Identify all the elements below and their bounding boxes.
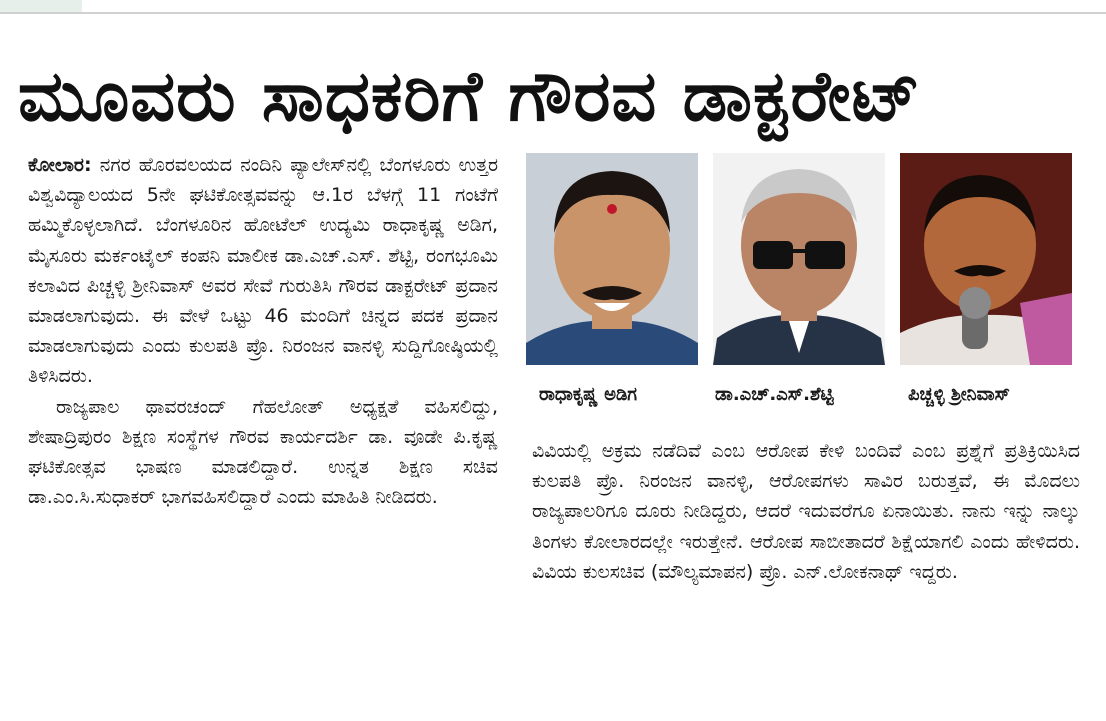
photo-hs-shetty xyxy=(713,153,885,365)
dateline: ಕೋಲಾರ: xyxy=(28,154,92,176)
headline: ಮೂವರು ಸಾಧಕರಿಗೆ ಗೌರವ ಡಾಕ್ಟರೇಟ್ xyxy=(18,55,922,137)
paragraph-1 xyxy=(28,150,498,392)
photo-caption-3: ಪಿಚ್ಚಳ್ಳಿ ಶ್ರೀನಿವಾಸ್ xyxy=(908,384,1010,405)
photo-microphone-head xyxy=(959,287,991,319)
photo-radhakrishna-adiga xyxy=(526,153,698,365)
article-left-column xyxy=(28,150,498,512)
photo-glasses-right xyxy=(805,241,845,269)
article-right-column xyxy=(532,436,1080,587)
paragraph-3: ವಿವಿಯಲ್ಲಿ ಅಕ್ರಮ ನಡೆದಿವೆ ಎಂಬ ಆರೋಪ ಕೇಳಿ ಬಂದಿವೆ ಎಂಬ ಪ್ರಶ್ನೆಗೆ ಪ್ರತಿಕ್ರಿಯಿಸಿದ ಕುಲಪತಿ ಪ್ರೊ. ನಿರಂಜನ ವಾನಳ್ಳಿ, ಆರೋಪಗಳು ಸಾವಿರ ಬರುತ್ತವೆ, ಈ ಮೊದಲು ರಾಜ್ಯಪಾಲರಿಗೂ ದೂರು ನೀಡಿದ್ದರು, ಆದರೆ ಇದುವರೆಗೂ ಏನಾಯಿತು. ನಾನು ಇನ್ನು ನಾಲ್ಕು ತಿಂಗಳು ಕೋಲಾರದಲ್ಲೇ ಇರುತ್ತೇನೆ. ಆರೋಪ ಸಾಬೀತಾದರೆ ಶಿಕ್ಷೆಯಾಗಲಿ ಎಂದು ಹೇಳಿದರು. ವಿವಿಯ ಕುಲಸಚಿವ (ಮೌಲ್ಯಮಾಪನ) ಪ್ರೊ. ಎನ್.ಲೋಕನಾಥ್ ಇದ್ದರು. xyxy=(532,440,1080,583)
photo-bindi xyxy=(607,204,617,214)
photo-caption-2: ಡಾ.ಎಚ್.ಎಸ್.ಶೆಟ್ಟಿ xyxy=(715,384,834,405)
top-rule xyxy=(0,12,1106,14)
photo-glasses-left xyxy=(753,241,793,269)
photo-caption-1: ರಾಧಾಕೃಷ್ಣ ಅಡಿಗ xyxy=(539,384,638,405)
paragraph-2: ರಾಜ್ಯಪಾಲ ಥಾವರಚಂದ್ ಗೆಹಲೋತ್ ಅಧ್ಯಕ್ಷತೆ ವಹಿಸಲಿದ್ದು, ಶೇಷಾದ್ರಿಪುರಂ ಶಿಕ್ಷಣ ಸಂಸ್ಥೆಗಳ ಗೌರವ ಕಾರ್ಯದರ್ಶಿ ಡಾ. ವೂಡೇ ಪಿ.ಕೃಷ್ಣ ಘಟಿಕೋತ್ಸವ ಭಾಷಣ ಮಾಡಲಿದ್ದಾರೆ. ಉನ್ನತ ಶಿಕ್ಷಣ ಸಚಿವ ಡಾ.ಎಂ.ಸಿ.ಸುಧಾಕರ್ ಭಾಗವಹಿಸಲಿದ್ದಾರೆ ಎಂದು ಮಾಹಿತಿ ನೀಡಿದರು. xyxy=(28,395,498,509)
photo-pichalli-srinivas xyxy=(900,153,1072,365)
top-accent-strip xyxy=(0,0,82,12)
paragraph-1-text: ನಗರ ಹೊರವಲಯದ ನಂದಿನಿ ಪ್ಯಾಲೇಸ್‌ನಲ್ಲಿ ಬೆಂಗಳೂರು ಉತ್ತರ ವಿಶ್ವವಿದ್ಯಾಲಯದ 5ನೇ ಘಟಿಕೋತ್ಸವವನ್ನು ಆ.1ರ ಬೆಳಗ್ಗೆ 11 ಗಂಟೆಗೆ ಹಮ್ಮಿಕೊಳ್ಳಲಾಗಿದೆ. ಬೆಂಗಳೂರಿನ ಹೋಟೆಲ್ ಉದ್ಯಮಿ ರಾಧಾಕೃಷ್ಣ ಅಡಿಗ, ಮೈಸೂರು ಮರ್ಕಂಟೈಲ್ ಕಂಪನಿ ಮಾಲೀಕ ಡಾ.ಎಚ್.ಎಸ್. ಶೆಟ್ಟಿ, ರಂಗಭೂಮಿ ಕಲಾವಿದ ಪಿಚ್ಚಳ್ಳಿ ಶ್ರೀನಿವಾಸ್ ಅವರ ಸೇವೆ ಗುರುತಿಸಿ ಗೌರವ ಡಾಕ್ಟರೇಟ್ ಪ್ರದಾನ ಮಾಡಲಾಗುವುದು. ಈ ವೇಳೆ ಒಟ್ಟು 46 ಮಂದಿಗೆ ಚಿನ್ನದ ಪದಕ ಪ್ರದಾನ ಮಾಡಲಾಗುವುದು ಎಂದು ಕುಲಪತಿ ಪ್ರೊ. ನಿರಂಜನ ವಾನಳ್ಳಿ ಸುದ್ದಿಗೋಷ್ಠಿಯಲ್ಲಿ ತಿಳಿಸಿದರು. xyxy=(28,154,499,388)
photo-glasses-bridge xyxy=(793,249,805,253)
